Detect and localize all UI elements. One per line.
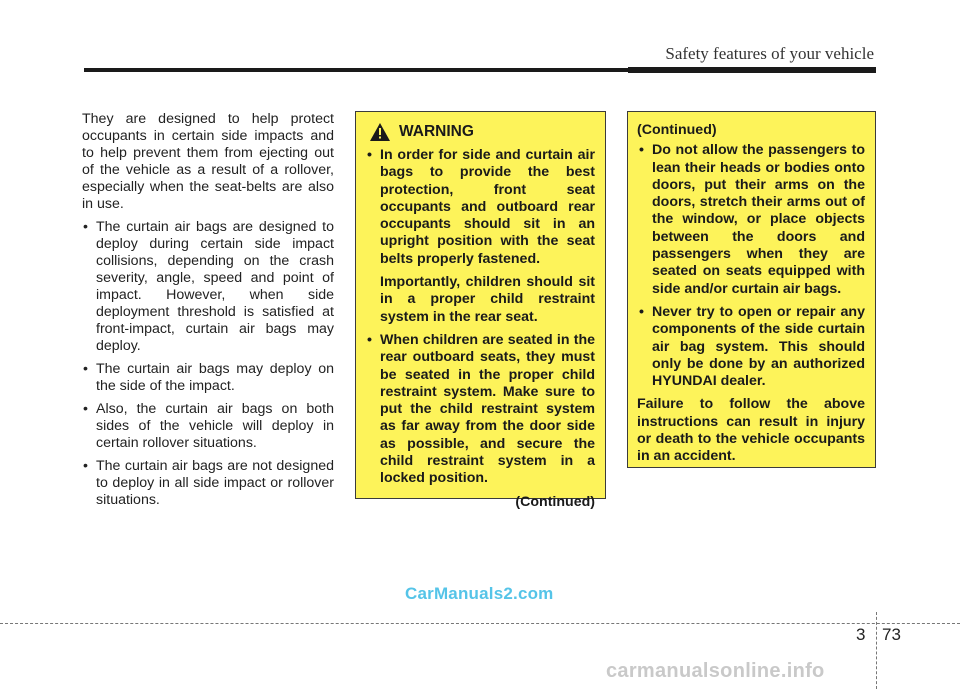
warning-2-bullet-1: • Do not allow the passengers to lean their heads or bodies onto doors, put their arms on the doors, stretch their arms out of the window, or place objects between the doors and passengers when they are seated on seats equipped with side and/or curtain air bags. (637, 142, 865, 298)
page-number: 73 (882, 625, 901, 644)
intro-paragraph: They are designed to help protect occupants in certain side impacts and to help prevent them from ejecting out of the vehicle as a result of a rollover, especially when the seat-belts are also in use. (82, 111, 334, 212)
left-bullet-list (82, 219, 334, 509)
continued-label: (Continued) (515, 493, 595, 510)
warning-1-list (365, 147, 595, 268)
page-divider (876, 612, 877, 689)
left-bullet-2: • The curtain air bags may deploy on the side of the impact. (82, 361, 334, 395)
warning-heading (369, 122, 595, 142)
header-rule (84, 68, 876, 72)
footer-rule (0, 623, 960, 624)
warning-2-list (637, 142, 865, 390)
warning-box-2 (627, 111, 876, 468)
section-title: Safety features of your vehicle (665, 44, 874, 63)
left-bullet-3: • Also, the curtain air bags on both sides of the vehicle will deploy in certain rollover situations. (82, 401, 334, 452)
left-bullet-4: • The curtain air bags are not designed to deploy in all side impact or rollover situations. (82, 458, 334, 509)
warning-1-bullet-1-continuation: Importantly, children should sit in a proper child restraint system in the rear seat. (380, 274, 595, 325)
warning-1-bullet-1: • In order for side and curtain air bags to provide the best protection, front seat occupants and outboard rear occupants should sit in an upright position with the seat belts properly fastened. (365, 147, 595, 268)
chapter-number: 3 (856, 625, 866, 644)
warning-2-bullet-2: • Never try to open or repair any components of the side curtain air bag system. This should only be done by an authorized HYUNDAI dealer. (637, 304, 865, 390)
warning-1-list-2 (365, 332, 595, 488)
warning-heading-text: WARNING (399, 123, 474, 141)
warning-box-1 (355, 111, 606, 510)
warning-1-bullet-2: • When children are seated in the rear outboard seats, they must be seated in the proper child restraint system. Make sure to put the child restraint system as far away from the door side as possible, and secure the child restraint system in a locked position. (365, 332, 595, 488)
continued-label: (Continued) (637, 122, 717, 138)
warning-2-closing: Failure to follow the above instructions can result in injury or death to the vehicle occupants in an accident. (637, 396, 865, 465)
watermark-link[interactable]: CarManuals2.com (405, 584, 554, 603)
bottom-watermark: carmanualsonline.info (606, 660, 825, 682)
warning-triangle-icon (369, 122, 391, 142)
left-column (82, 111, 334, 515)
left-bullet-1: • The curtain air bags are designed to deploy during certain side impact collisions, depending on the crash severity, angle, speed and point of impact. However, when side deployment threshold is satisfied at front-impact, curtain air bags may deploy. (82, 219, 334, 355)
